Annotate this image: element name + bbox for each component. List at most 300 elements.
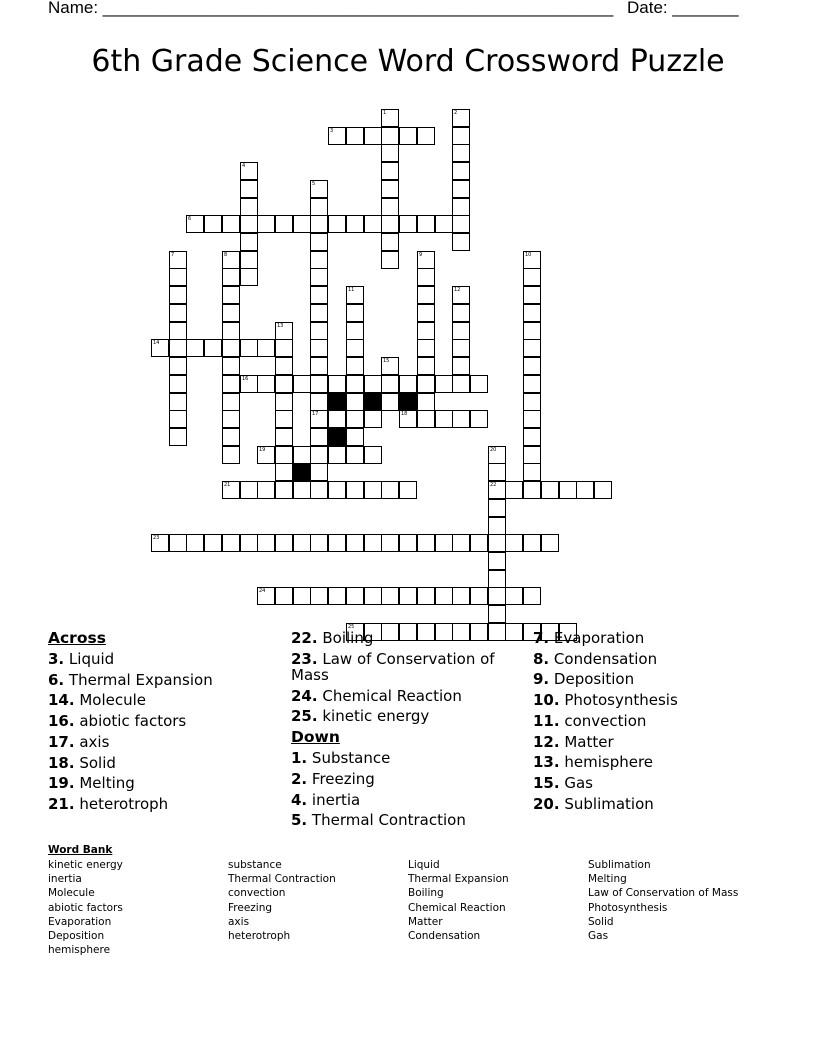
crossword-cell[interactable] — [435, 534, 453, 552]
clue-number: 13 — [277, 323, 284, 329]
crossword-cell[interactable] — [240, 162, 258, 180]
crossword-cell[interactable] — [293, 534, 311, 552]
crossword-cell[interactable] — [541, 481, 559, 499]
crossword-cell[interactable] — [169, 268, 187, 286]
word-bank-item: Sublimation — [588, 859, 651, 871]
crossword-cell[interactable] — [452, 233, 470, 251]
crossword-cell[interactable] — [399, 481, 417, 499]
crossword-cell[interactable] — [470, 410, 488, 428]
crossword-cell[interactable] — [346, 215, 364, 233]
crossword-cell[interactable] — [559, 481, 577, 499]
crossword-cell[interactable] — [240, 339, 258, 357]
crossword-cell[interactable] — [310, 304, 328, 322]
crossword-cell[interactable] — [523, 286, 541, 304]
clue-number: 22 — [490, 482, 497, 488]
name-field-label: Name: ______________________________________________________ — [48, 0, 614, 17]
crossword-cell[interactable] — [523, 534, 541, 552]
clue-number: 19 — [259, 447, 266, 453]
crossword-cell[interactable] — [328, 534, 346, 552]
word-bank-item: heterotroph — [228, 930, 291, 943]
crossword-cell[interactable] — [364, 215, 382, 233]
word-bank-item: Thermal Contraction — [228, 873, 336, 886]
crossword-cell[interactable] — [257, 587, 275, 605]
crossword-cell[interactable] — [310, 286, 328, 304]
crossword-cell[interactable] — [275, 215, 293, 233]
crossword-cell[interactable] — [452, 286, 470, 304]
crossword-cell[interactable] — [222, 286, 240, 304]
clue-number: 21 — [224, 482, 231, 488]
crossword-cell[interactable] — [222, 339, 240, 357]
crossword-cell[interactable] — [240, 481, 258, 499]
crossword-cell[interactable] — [417, 357, 435, 375]
crossword-cell[interactable] — [310, 357, 328, 375]
crossword-cell[interactable] — [452, 144, 470, 162]
crossword-cell[interactable] — [346, 357, 364, 375]
crossword-cell[interactable] — [257, 375, 275, 393]
word-bank-item: Molecule — [48, 887, 95, 900]
crossword-cell[interactable] — [488, 587, 506, 605]
crossword-cell[interactable] — [204, 215, 222, 233]
crossword-cell[interactable] — [186, 339, 204, 357]
crossword-cell[interactable] — [310, 375, 328, 393]
word-bank-item: Condensation — [408, 930, 481, 943]
crossword-cell[interactable] — [222, 534, 240, 552]
crossword-cell[interactable] — [222, 428, 240, 446]
crossword-cell[interactable] — [381, 109, 399, 127]
word-bank-column-2 — [228, 858, 336, 943]
crossword-cell[interactable] — [381, 375, 399, 393]
crossword-cell[interactable] — [364, 587, 382, 605]
clue-number: 10 — [525, 252, 532, 258]
crossword-cell[interactable] — [452, 109, 470, 127]
word-bank-column-4 — [588, 858, 738, 943]
clue-column-3 — [533, 628, 678, 814]
crossword-cell[interactable] — [186, 534, 204, 552]
crossword-cell[interactable] — [452, 198, 470, 216]
crossword-cell[interactable] — [452, 127, 470, 145]
word-bank-item: Matter — [408, 915, 443, 928]
word-bank-item: Gas — [588, 930, 609, 943]
crossword-cell[interactable] — [523, 428, 541, 446]
crossword-cell[interactable] — [169, 393, 187, 411]
crossword-cell[interactable] — [346, 286, 364, 304]
crossword-cell[interactable] — [346, 304, 364, 322]
clue-across-23: 23. Law of Conservation of Mass — [291, 649, 495, 684]
crossword-cell[interactable] — [381, 357, 399, 375]
crossword-cell[interactable] — [151, 534, 169, 552]
crossword-cell[interactable] — [310, 251, 328, 269]
crossword-cell[interactable] — [470, 587, 488, 605]
crossword-cell[interactable] — [381, 198, 399, 216]
clue-down-10: 10. Photosynthesis — [533, 691, 678, 710]
crossword-cell[interactable] — [364, 375, 382, 393]
crossword-block — [328, 428, 346, 446]
crossword-cell[interactable] — [222, 268, 240, 286]
crossword-cell[interactable] — [452, 375, 470, 393]
crossword-cell[interactable] — [452, 180, 470, 198]
crossword-cell[interactable] — [310, 446, 328, 464]
crossword-cell[interactable] — [310, 428, 328, 446]
crossword-cell[interactable] — [310, 339, 328, 357]
crossword-cell[interactable] — [346, 410, 364, 428]
crossword-cell[interactable] — [452, 534, 470, 552]
crossword-block — [399, 393, 417, 411]
crossword-cell[interactable] — [381, 251, 399, 269]
crossword-cell[interactable] — [523, 251, 541, 269]
crossword-cell[interactable] — [310, 268, 328, 286]
crossword-cell[interactable] — [417, 339, 435, 357]
crossword-cell[interactable] — [293, 375, 311, 393]
word-bank-column-1 — [48, 858, 123, 957]
crossword-cell[interactable] — [257, 339, 275, 357]
clue-across-3: 3. Liquid — [48, 650, 115, 668]
crossword-cell[interactable] — [452, 215, 470, 233]
crossword-cell[interactable] — [310, 410, 328, 428]
crossword-cell[interactable] — [381, 215, 399, 233]
crossword-cell[interactable] — [310, 393, 328, 411]
crossword-cell[interactable] — [417, 534, 435, 552]
crossword-cell[interactable] — [505, 534, 523, 552]
crossword-cell[interactable] — [310, 322, 328, 340]
word-bank-item: Evaporation — [48, 915, 112, 928]
crossword-cell[interactable] — [346, 587, 364, 605]
crossword-cell[interactable] — [169, 534, 187, 552]
down-heading: Down — [291, 728, 340, 747]
word-bank-item: Law of Conservation of Mass — [588, 887, 739, 900]
crossword-cell[interactable] — [399, 410, 417, 428]
crossword-cell[interactable] — [364, 410, 382, 428]
word-bank-item: axis — [228, 915, 250, 928]
word-bank-item: Boiling — [408, 887, 444, 900]
crossword-cell[interactable] — [240, 180, 258, 198]
crossword-cell[interactable] — [417, 322, 435, 340]
crossword-cell[interactable] — [417, 268, 435, 286]
crossword-cell[interactable] — [275, 322, 293, 340]
crossword-cell[interactable] — [488, 605, 506, 623]
word-bank-item: Melting — [588, 873, 627, 886]
word-bank-item: kinetic energy — [48, 859, 123, 871]
clue-across-17: 17. axis — [48, 732, 110, 751]
crossword-cell[interactable] — [488, 446, 506, 464]
crossword-cell[interactable] — [222, 304, 240, 322]
crossword-cell[interactable] — [169, 322, 187, 340]
crossword-cell[interactable] — [169, 339, 187, 357]
crossword-cell[interactable] — [417, 587, 435, 605]
clue-number: 18 — [401, 411, 408, 417]
clue-number: 8 — [224, 252, 228, 258]
word-bank-item: Chemical Reaction — [408, 901, 506, 914]
crossword-cell[interactable] — [381, 180, 399, 198]
crossword-cell[interactable] — [346, 127, 364, 145]
crossword-cell[interactable] — [275, 339, 293, 357]
crossword-cell[interactable] — [435, 375, 453, 393]
crossword-cell[interactable] — [293, 481, 311, 499]
clue-across-19: 19. Melting — [48, 774, 135, 793]
crossword-cell[interactable] — [346, 481, 364, 499]
crossword-cell[interactable] — [240, 198, 258, 216]
crossword-cell[interactable] — [169, 410, 187, 428]
crossword-cell[interactable] — [381, 144, 399, 162]
word-bank-item: abiotic factors — [48, 901, 123, 914]
crossword-cell[interactable] — [488, 463, 506, 481]
crossword-cell[interactable] — [381, 481, 399, 499]
clue-down-15: 15. Gas — [533, 773, 593, 792]
crossword-cell[interactable] — [240, 215, 258, 233]
crossword-cell[interactable] — [523, 339, 541, 357]
crossword-cell[interactable] — [435, 215, 453, 233]
crossword-cell[interactable] — [523, 375, 541, 393]
crossword-cell[interactable] — [417, 375, 435, 393]
crossword-cell[interactable] — [240, 268, 258, 286]
crossword-cell[interactable] — [381, 162, 399, 180]
clue-number: 9 — [419, 252, 423, 258]
clue-number: 14 — [153, 340, 160, 346]
crossword-cell[interactable] — [381, 127, 399, 145]
crossword-cell[interactable] — [435, 410, 453, 428]
crossword-cell[interactable] — [310, 215, 328, 233]
crossword-cell[interactable] — [523, 410, 541, 428]
crossword-cell[interactable] — [151, 339, 169, 357]
crossword-cell[interactable] — [452, 357, 470, 375]
word-bank-column-3 — [408, 858, 509, 943]
crossword-cell[interactable] — [328, 215, 346, 233]
clue-number: 16 — [242, 376, 249, 382]
crossword-cell[interactable] — [364, 481, 382, 499]
clue-down-4: 4. inertia — [291, 790, 361, 809]
crossword-cell[interactable] — [310, 463, 328, 481]
crossword-cell[interactable] — [293, 587, 311, 605]
crossword-cell[interactable] — [275, 481, 293, 499]
crossword-cell[interactable] — [310, 481, 328, 499]
crossword-cell[interactable] — [204, 534, 222, 552]
crossword-cell[interactable] — [488, 481, 506, 499]
crossword-cell[interactable] — [275, 463, 293, 481]
crossword-cell[interactable] — [222, 251, 240, 269]
clue-down-12: 12. Matter — [533, 732, 614, 751]
word-bank-item: Deposition — [48, 930, 105, 943]
crossword-cell[interactable] — [275, 410, 293, 428]
crossword-cell[interactable] — [417, 127, 435, 145]
crossword-cell[interactable] — [488, 499, 506, 517]
clue-down-9: 9. Deposition — [533, 670, 635, 689]
crossword-cell[interactable] — [399, 375, 417, 393]
clue-across-14: 14. Molecule — [48, 691, 147, 710]
crossword-cell[interactable] — [275, 393, 293, 411]
clue-down-20: 20. Sublimation — [533, 794, 654, 813]
crossword-cell[interactable] — [452, 322, 470, 340]
crossword-cell[interactable] — [381, 393, 399, 411]
crossword-cell[interactable] — [452, 304, 470, 322]
word-bank-item: Thermal Expansion — [408, 873, 509, 886]
crossword-cell[interactable] — [310, 180, 328, 198]
crossword-cell[interactable] — [222, 357, 240, 375]
crossword-cell[interactable] — [523, 268, 541, 286]
crossword-cell[interactable] — [169, 357, 187, 375]
crossword-cell[interactable] — [240, 375, 258, 393]
clue-number: 11 — [348, 287, 355, 293]
crossword-cell[interactable] — [169, 286, 187, 304]
crossword-cell[interactable] — [523, 304, 541, 322]
clue-number: 3 — [330, 128, 334, 134]
crossword-cell[interactable] — [346, 393, 364, 411]
crossword-cell[interactable] — [240, 233, 258, 251]
crossword-cell[interactable] — [470, 534, 488, 552]
crossword-cell[interactable] — [488, 534, 506, 552]
crossword-cell[interactable] — [310, 233, 328, 251]
clue-number: 4 — [242, 163, 246, 169]
word-bank-item: Solid — [588, 915, 614, 928]
crossword-cell[interactable] — [346, 322, 364, 340]
crossword-cell[interactable] — [257, 534, 275, 552]
crossword-cell[interactable] — [204, 339, 222, 357]
crossword-cell[interactable] — [169, 375, 187, 393]
clue-across-6: 6. Thermal Expansion — [48, 670, 213, 689]
crossword-cell[interactable] — [523, 357, 541, 375]
crossword-cell[interactable] — [186, 215, 204, 233]
clue-number: 24 — [259, 588, 266, 594]
clue-number: 7 — [171, 252, 175, 258]
crossword-block — [364, 393, 382, 411]
crossword-cell[interactable] — [222, 215, 240, 233]
crossword-cell[interactable] — [488, 552, 506, 570]
crossword-cell[interactable] — [399, 587, 417, 605]
crossword-cell[interactable] — [505, 481, 523, 499]
word-bank-title: Word Bank — [48, 844, 113, 856]
crossword-cell[interactable] — [488, 570, 506, 588]
word-bank-item: inertia — [48, 873, 82, 886]
crossword-cell[interactable] — [275, 428, 293, 446]
crossword-cell[interactable] — [346, 534, 364, 552]
crossword-cell[interactable] — [222, 481, 240, 499]
crossword-cell[interactable] — [169, 428, 187, 446]
crossword-cell[interactable] — [523, 446, 541, 464]
crossword-cell[interactable] — [328, 375, 346, 393]
crossword-cell[interactable] — [222, 322, 240, 340]
crossword-cell[interactable] — [346, 375, 364, 393]
crossword-cell[interactable] — [417, 251, 435, 269]
clue-number: 6 — [188, 216, 192, 222]
crossword-cell[interactable] — [364, 127, 382, 145]
crossword-cell[interactable] — [293, 215, 311, 233]
crossword-cell[interactable] — [417, 304, 435, 322]
clue-number: 2 — [454, 110, 458, 116]
crossword-cell[interactable] — [452, 587, 470, 605]
crossword-cell[interactable] — [275, 587, 293, 605]
clue-down-11: 11. convection — [533, 711, 647, 730]
crossword-cell[interactable] — [310, 534, 328, 552]
clue-down-13: 13. hemisphere — [533, 753, 654, 772]
crossword-cell[interactable] — [275, 357, 293, 375]
crossword-cell[interactable] — [523, 481, 541, 499]
crossword-cell[interactable] — [523, 463, 541, 481]
crossword-cell[interactable] — [452, 339, 470, 357]
crossword-cell[interactable] — [169, 251, 187, 269]
crossword-cell[interactable] — [505, 587, 523, 605]
crossword-cell[interactable] — [541, 534, 559, 552]
clue-number: 25 — [348, 624, 355, 630]
crossword-cell[interactable] — [328, 446, 346, 464]
crossword-cell[interactable] — [417, 393, 435, 411]
crossword-cell[interactable] — [346, 428, 364, 446]
crossword-cell[interactable] — [222, 446, 240, 464]
clue-number: 17 — [312, 411, 319, 417]
crossword-cell[interactable] — [257, 215, 275, 233]
crossword-cell[interactable] — [576, 481, 594, 499]
crossword-cell[interactable] — [381, 534, 399, 552]
crossword-cell[interactable] — [346, 339, 364, 357]
clue-across-16: 16. abiotic factors — [48, 712, 187, 731]
crossword-cell[interactable] — [275, 534, 293, 552]
crossword-cell[interactable] — [328, 587, 346, 605]
crossword-cell[interactable] — [417, 410, 435, 428]
crossword-cell[interactable] — [452, 162, 470, 180]
date-field-label: Date: _______ — [627, 0, 739, 17]
clue-across-22: 22. Boiling — [291, 629, 374, 647]
crossword-cell[interactable] — [523, 322, 541, 340]
word-bank-item: hemisphere — [48, 944, 111, 957]
crossword-cell[interactable] — [310, 198, 328, 216]
crossword-cell[interactable] — [594, 481, 612, 499]
crossword-cell[interactable] — [381, 233, 399, 251]
crossword-cell[interactable] — [257, 446, 275, 464]
clue-column-2 — [291, 628, 516, 831]
crossword-cell[interactable] — [523, 393, 541, 411]
crossword-cell[interactable] — [293, 446, 311, 464]
crossword-cell[interactable] — [222, 393, 240, 411]
crossword-cell[interactable] — [240, 251, 258, 269]
clue-down-2: 2. Freezing — [291, 769, 375, 788]
crossword-cell[interactable] — [364, 534, 382, 552]
crossword-cell[interactable] — [328, 127, 346, 145]
crossword-cell[interactable] — [222, 375, 240, 393]
word-bank-item: substance — [228, 859, 282, 871]
clue-column-1 — [48, 628, 213, 815]
clue-down-5: 5. Thermal Contraction — [291, 811, 466, 830]
crossword-cell[interactable] — [310, 587, 328, 605]
crossword-cell[interactable] — [417, 215, 435, 233]
crossword-cell[interactable] — [399, 215, 417, 233]
clue-across-24: 24. Chemical Reaction — [291, 686, 462, 705]
crossword-cell[interactable] — [470, 375, 488, 393]
crossword-cell[interactable] — [488, 517, 506, 535]
clue-across-21: 21. heterotroph — [48, 794, 169, 813]
crossword-cell[interactable] — [328, 481, 346, 499]
crossword-cell[interactable] — [452, 410, 470, 428]
clue-across-25: 25. kinetic energy — [291, 707, 430, 726]
crossword-cell[interactable] — [222, 410, 240, 428]
crossword-cell[interactable] — [257, 481, 275, 499]
crossword-cell[interactable] — [399, 127, 417, 145]
crossword-cell[interactable] — [523, 587, 541, 605]
crossword-cell[interactable] — [275, 375, 293, 393]
word-bank-item: Liquid — [408, 859, 440, 871]
crossword-cell[interactable] — [399, 534, 417, 552]
crossword-cell[interactable] — [328, 410, 346, 428]
crossword-cell[interactable] — [417, 286, 435, 304]
clue-number: 12 — [454, 287, 461, 293]
crossword-cell[interactable] — [275, 446, 293, 464]
crossword-cell[interactable] — [381, 587, 399, 605]
crossword-cell[interactable] — [346, 446, 364, 464]
clue-number: 20 — [490, 447, 497, 453]
clue-number: 5 — [312, 181, 316, 187]
crossword-cell[interactable] — [240, 534, 258, 552]
clue-number: 15 — [383, 358, 390, 364]
crossword-cell[interactable] — [435, 587, 453, 605]
crossword-cell[interactable] — [169, 304, 187, 322]
crossword-cell[interactable] — [364, 446, 382, 464]
word-bank-item: convection — [228, 887, 286, 900]
